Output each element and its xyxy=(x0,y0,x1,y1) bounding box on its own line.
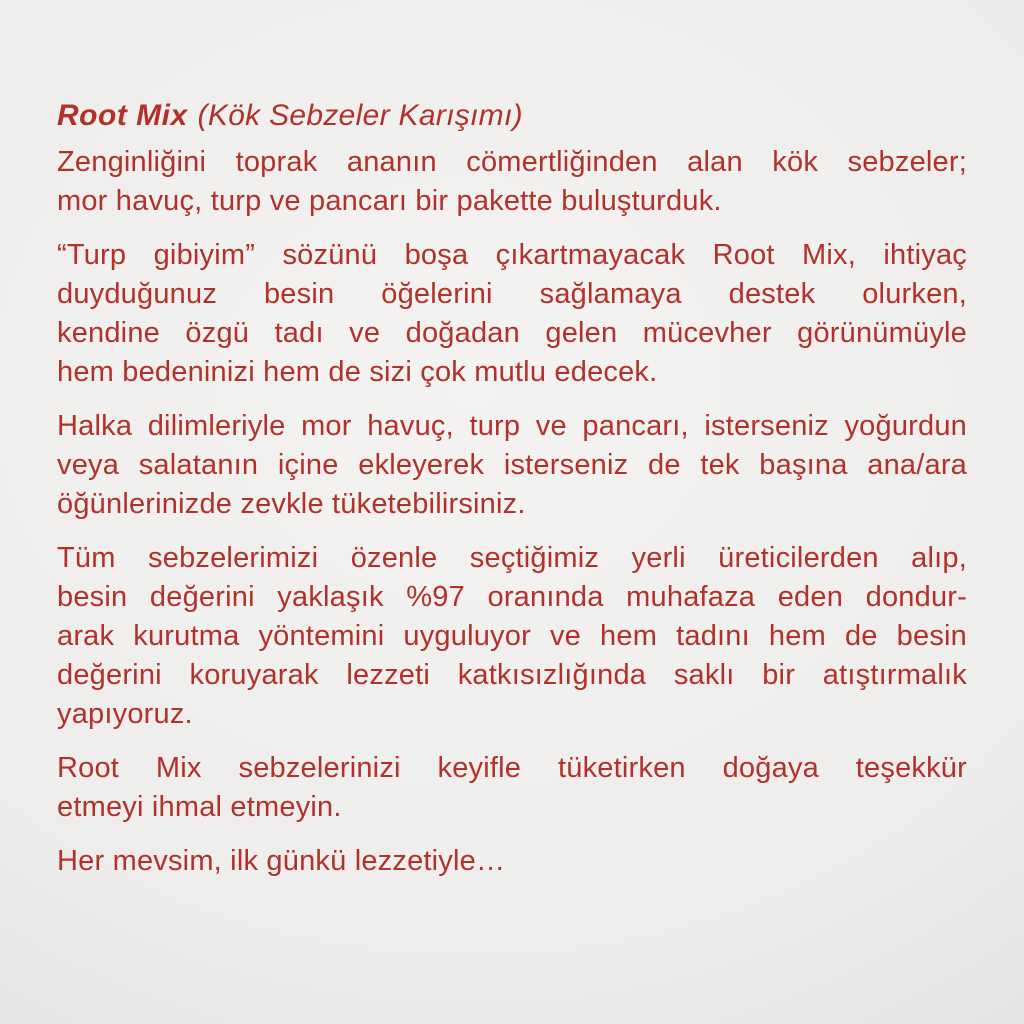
paragraph xyxy=(57,143,967,221)
paragraph-line: Halka dilimleriyle mor havuç, turp ve pancarı, isterseniz yoğurdun xyxy=(57,410,967,442)
paragraph xyxy=(57,236,967,392)
paragraph-line: hem bedeninizi hem de sizi çok mutlu edecek. xyxy=(57,356,658,388)
paragraph-line: “Turp gibiyim” sözünü boşa çıkartmayacak Root Mix, ihtiyaç xyxy=(57,239,967,271)
paragraph-line: değerini koruyarak lezzeti katkısızlığında saklı bir atıştırmalık xyxy=(57,659,967,691)
page-title xyxy=(57,96,967,135)
paragraph-line: veya salatanın içine ekleyerek isterseniz de tek başına ana/ara xyxy=(57,449,967,481)
product-subtitle: (Kök Sebzeler Karışımı) xyxy=(197,99,523,132)
paragraph xyxy=(57,749,967,827)
text-block xyxy=(57,96,967,896)
paragraph-line: mor havuç, turp ve pancarı bir pakette buluşturduk. xyxy=(57,185,722,217)
paragraph-line: kendine özgü tadı ve doğadan gelen mücevher görünümüyle xyxy=(57,317,967,349)
paragraph-line: öğünlerinizde zevkle tüketebilirsiniz. xyxy=(57,488,526,520)
paragraph-line: duyduğunuz besin öğelerini sağlamaya destek olurken, xyxy=(57,278,967,310)
paragraph-line: yapıyoruz. xyxy=(57,698,193,730)
paragraph-line: Her mevsim, ilk günkü lezzetiyle… xyxy=(57,845,506,877)
product-name: Root Mix xyxy=(57,99,188,132)
paragraph-line: etmeyi ihmal etmeyin. xyxy=(57,791,342,823)
paragraph xyxy=(57,539,967,734)
paragraph-line: Root Mix sebzelerinizi keyifle tüketirken doğaya teşekkür xyxy=(57,752,967,784)
paragraph-line: Tüm sebzelerimizi özenle seçtiğimiz yerli üreticilerden alıp, xyxy=(57,542,967,574)
paragraph-line: Zenginliğini toprak ananın cömertliğinden alan kök sebzeler; xyxy=(57,146,967,178)
paragraphs-container xyxy=(57,143,967,881)
paragraph-line: besin değerini yaklaşık %97 oranında muhafaza eden dondur- xyxy=(57,581,967,613)
paragraph-line: arak kurutma yöntemini uyguluyor ve hem tadını hem de besin xyxy=(57,620,967,652)
paragraph xyxy=(57,842,967,881)
paragraph xyxy=(57,407,967,524)
